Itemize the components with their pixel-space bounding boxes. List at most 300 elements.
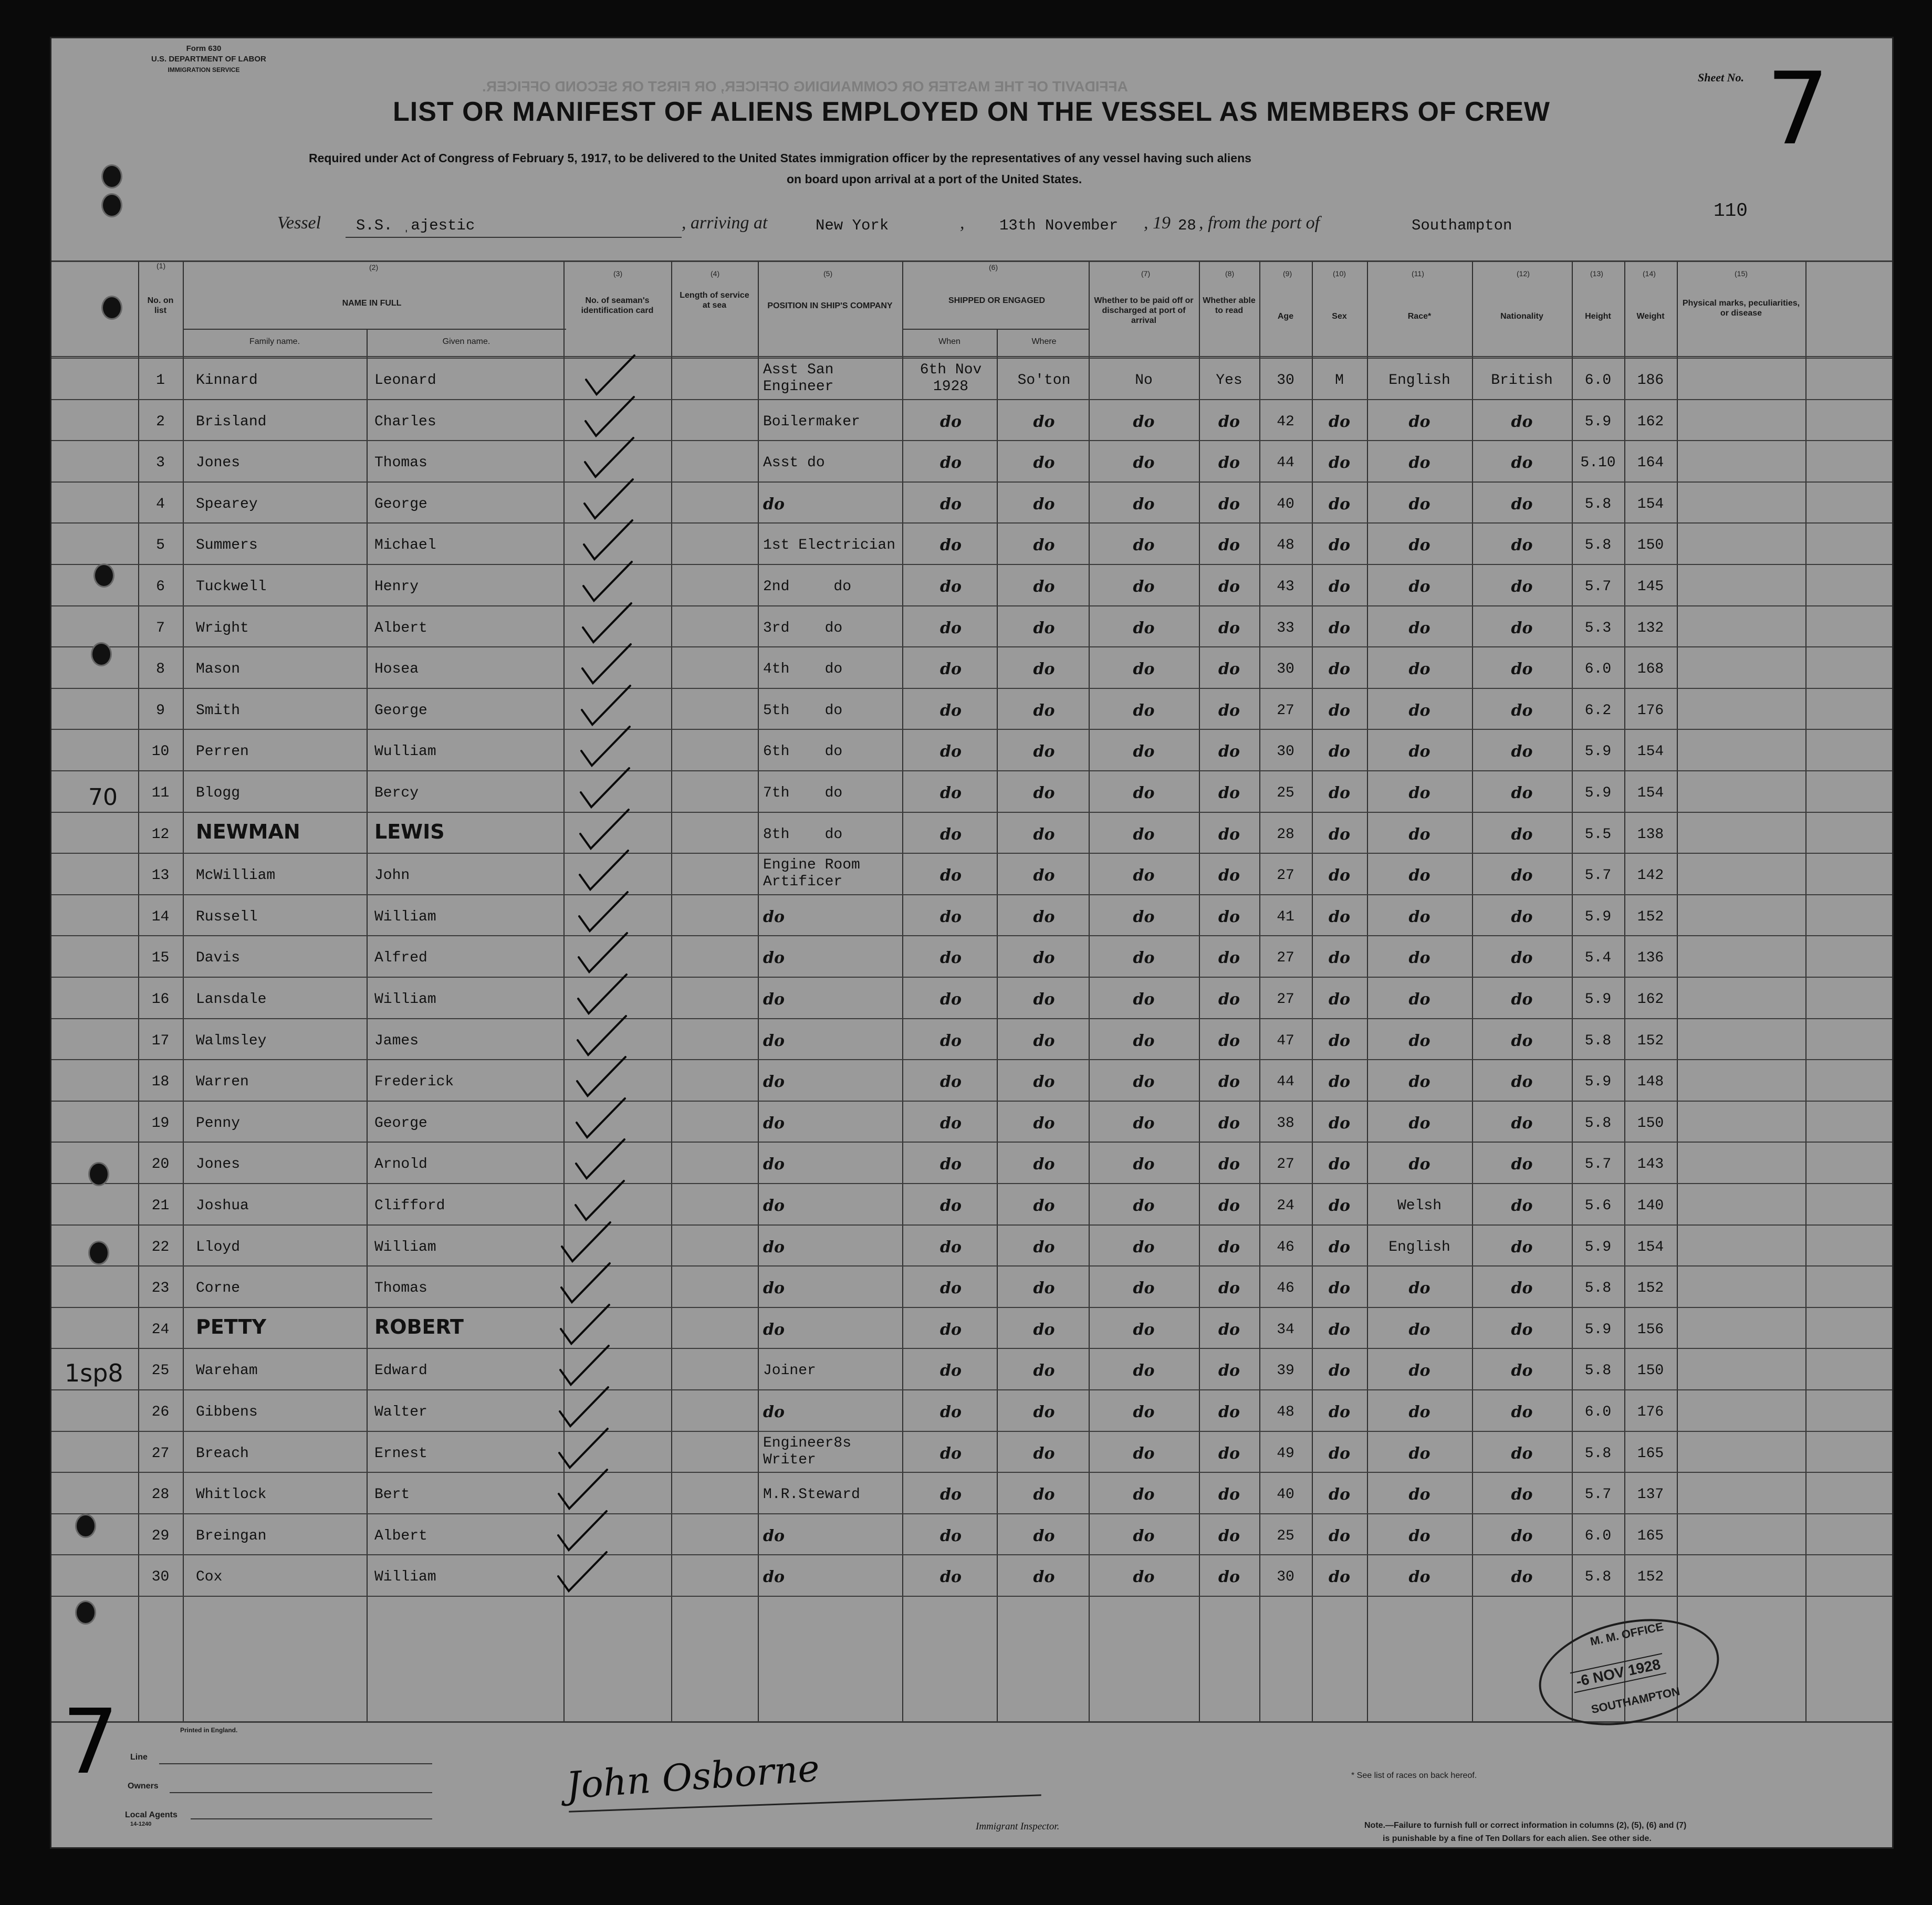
cell-position: 5th do bbox=[763, 702, 843, 719]
vessel-name: S.S. ˌajestic bbox=[356, 217, 475, 234]
cell-family: Brisland bbox=[196, 413, 267, 430]
cell-height: 5.10 bbox=[1580, 455, 1616, 472]
cell-family: McWilliam bbox=[196, 867, 276, 884]
table-row bbox=[51, 1018, 1892, 1060]
cell-position: do bbox=[763, 495, 785, 514]
cell-weight: 162 bbox=[1637, 413, 1664, 430]
cell-family: Corne bbox=[196, 1280, 241, 1297]
cell-read: do bbox=[1218, 1526, 1240, 1545]
cell-no: 15 bbox=[151, 950, 170, 967]
cell-age: 33 bbox=[1277, 620, 1294, 636]
cell-weight: 154 bbox=[1637, 744, 1664, 760]
table-top-rule bbox=[51, 260, 1892, 262]
cell-weight: 152 bbox=[1637, 908, 1664, 925]
cell-race: do bbox=[1408, 1444, 1430, 1463]
cell-height: 5.9 bbox=[1584, 1074, 1612, 1091]
cell-race: do bbox=[1408, 742, 1430, 761]
cell-when: do bbox=[940, 825, 962, 844]
cell-when: do bbox=[940, 1073, 962, 1092]
cell-paid: do bbox=[1133, 1485, 1155, 1504]
cell-where: do bbox=[1033, 412, 1055, 431]
cell-age: 25 bbox=[1277, 785, 1294, 801]
cell-position: do bbox=[763, 1403, 785, 1421]
cell-race: do bbox=[1408, 907, 1430, 926]
cell-where: do bbox=[1033, 1526, 1055, 1545]
cell-race: do bbox=[1408, 1320, 1430, 1339]
cell-when: do bbox=[940, 1279, 962, 1298]
cell-race: English bbox=[1388, 1239, 1450, 1255]
cell-no: 12 bbox=[151, 826, 170, 843]
table-row bbox=[51, 1224, 1892, 1266]
cell-height: 5.5 bbox=[1584, 826, 1612, 843]
cell-height: 5.8 bbox=[1584, 537, 1612, 554]
cell-age: 27 bbox=[1277, 950, 1294, 967]
cell-when: do bbox=[940, 1403, 962, 1421]
cell-height: 5.9 bbox=[1584, 785, 1612, 801]
punch-hole bbox=[91, 642, 112, 666]
cell-read: do bbox=[1218, 866, 1240, 885]
cell-no: 5 bbox=[156, 537, 165, 554]
cell-paid: do bbox=[1133, 1155, 1155, 1174]
cell-sex: do bbox=[1329, 1485, 1350, 1504]
cell-height: 5.8 bbox=[1584, 1032, 1612, 1049]
cell-no: 28 bbox=[151, 1487, 170, 1503]
cell-position: do bbox=[763, 1526, 785, 1545]
year-prefix: , 19 bbox=[1144, 213, 1171, 233]
cell-family: NEWMAN bbox=[196, 820, 300, 843]
cell-nat: do bbox=[1511, 907, 1533, 926]
cell-weight: 176 bbox=[1637, 702, 1664, 719]
cell-age: 44 bbox=[1277, 455, 1294, 472]
cell-family: Davis bbox=[196, 950, 241, 967]
cell-when: do bbox=[940, 949, 962, 968]
cell-where: do bbox=[1033, 1031, 1055, 1050]
cell-race: do bbox=[1408, 1073, 1430, 1092]
checkmark-icon bbox=[581, 435, 639, 482]
cell-race: do bbox=[1408, 1403, 1430, 1421]
cell-family: Summers bbox=[196, 537, 258, 554]
cell-age: 34 bbox=[1277, 1321, 1294, 1338]
cell-race: do bbox=[1408, 412, 1430, 431]
cell-no: 6 bbox=[156, 579, 165, 595]
checkmark-icon bbox=[573, 1054, 631, 1101]
cell-age: 38 bbox=[1277, 1115, 1294, 1132]
cell-nat: do bbox=[1511, 949, 1533, 968]
punch-hole bbox=[101, 164, 122, 189]
cell-read: do bbox=[1218, 1320, 1240, 1339]
cell-family: Gibbens bbox=[196, 1404, 258, 1420]
row-rule bbox=[51, 1596, 1892, 1597]
cell-no: 16 bbox=[151, 991, 170, 1008]
table-row bbox=[51, 688, 1892, 729]
cell-where: do bbox=[1033, 536, 1055, 555]
stamp-top: M. M. OFFICE bbox=[1589, 1619, 1665, 1648]
cell-weight: 152 bbox=[1637, 1280, 1664, 1297]
checkmark-icon bbox=[575, 930, 632, 977]
cell-no: 24 bbox=[151, 1321, 170, 1338]
cell-given: William bbox=[374, 1569, 436, 1586]
cell-height: 5.7 bbox=[1584, 1156, 1612, 1173]
cell-age: 27 bbox=[1277, 702, 1294, 719]
cell-position: do bbox=[763, 1073, 785, 1092]
table-row bbox=[51, 1389, 1892, 1431]
cell-height: 5.3 bbox=[1584, 620, 1612, 636]
cell-position: do bbox=[763, 1568, 785, 1587]
table-row bbox=[51, 358, 1892, 399]
checkmark-icon bbox=[557, 1260, 615, 1307]
cell-sex: do bbox=[1329, 1238, 1350, 1257]
col-length-service: Length of service at sea bbox=[680, 291, 749, 310]
cell-where: do bbox=[1033, 1403, 1055, 1421]
cell-no: 30 bbox=[151, 1569, 170, 1586]
cell-nat: do bbox=[1511, 1155, 1533, 1174]
cell-where: do bbox=[1033, 701, 1055, 720]
cell-age: 30 bbox=[1277, 1569, 1294, 1586]
cell-given: William bbox=[374, 908, 436, 925]
cell-age: 24 bbox=[1277, 1198, 1294, 1214]
cell-no: 18 bbox=[151, 1074, 170, 1091]
cell-weight: 152 bbox=[1637, 1569, 1664, 1586]
table-row bbox=[51, 482, 1892, 523]
cell-race: do bbox=[1408, 825, 1430, 844]
cell-nat: British bbox=[1491, 372, 1553, 389]
cell-position: M.R.Steward bbox=[763, 1487, 860, 1503]
checkmark-icon bbox=[579, 600, 636, 647]
col-nationality: Nationality bbox=[1500, 312, 1543, 321]
checkmark-icon bbox=[577, 724, 635, 771]
cell-when: do bbox=[940, 1568, 962, 1587]
cell-paid: do bbox=[1133, 1031, 1155, 1050]
cell-family: Walmsley bbox=[196, 1032, 267, 1049]
cell-paid: do bbox=[1133, 742, 1155, 761]
cell-paid: do bbox=[1133, 1279, 1155, 1298]
table-row bbox=[51, 1431, 1892, 1472]
cell-read: do bbox=[1218, 1568, 1240, 1587]
cell-no: 11 bbox=[151, 785, 170, 801]
col-able-to-read: Whether able to read bbox=[1203, 296, 1256, 315]
cell-height: 5.8 bbox=[1584, 1569, 1612, 1586]
subhead-family: Family name. bbox=[249, 337, 300, 346]
checkmark-icon bbox=[571, 1178, 629, 1225]
cell-age: 39 bbox=[1277, 1363, 1294, 1379]
cell-height: 5.7 bbox=[1584, 1487, 1612, 1503]
cell-read: do bbox=[1218, 701, 1240, 720]
cell-weight: 154 bbox=[1637, 785, 1664, 801]
cell-no: 25 bbox=[151, 1363, 170, 1379]
cell-paid: do bbox=[1133, 990, 1155, 1009]
cell-given: Edward bbox=[374, 1363, 427, 1379]
cell-where: do bbox=[1033, 619, 1055, 637]
cell-position: Engineer8s Writer bbox=[763, 1435, 852, 1468]
cell-read: do bbox=[1218, 1155, 1240, 1174]
cell-race: do bbox=[1408, 1485, 1430, 1504]
cell-position: Boilermaker bbox=[763, 413, 860, 430]
cell-position: do bbox=[763, 1279, 785, 1298]
cell-when: do bbox=[940, 495, 962, 514]
cell-family: Wright bbox=[196, 620, 249, 636]
cell-when: do bbox=[940, 990, 962, 1009]
cell-read: do bbox=[1218, 578, 1240, 596]
cell-when: do bbox=[940, 1362, 962, 1380]
cell-height: 5.4 bbox=[1584, 950, 1612, 967]
cell-sex: do bbox=[1329, 1320, 1350, 1339]
cell-read: do bbox=[1218, 1444, 1240, 1463]
cell-weight: 162 bbox=[1637, 991, 1664, 1008]
cell-nat: do bbox=[1511, 1073, 1533, 1092]
cell-where: do bbox=[1033, 784, 1055, 802]
arrival-port: New York bbox=[816, 217, 889, 234]
cell-read: Yes bbox=[1216, 372, 1242, 389]
table-row bbox=[51, 646, 1892, 688]
cell-no: 27 bbox=[151, 1445, 170, 1462]
table-row bbox=[51, 1513, 1892, 1555]
checkmark-icon bbox=[580, 476, 638, 524]
subtitle-line-1: Required under Act of Congress of February 5, 1917, to be delivered to the United States immigration officer by the representatives of any vessel having such aliens bbox=[309, 151, 1251, 165]
cell-sex: do bbox=[1329, 1155, 1350, 1174]
cell-height: 5.9 bbox=[1584, 1321, 1612, 1338]
cell-when: do bbox=[940, 619, 962, 637]
table-row bbox=[51, 1348, 1892, 1389]
cell-race: do bbox=[1408, 536, 1430, 555]
cell-age: 27 bbox=[1277, 991, 1294, 1008]
cell-nat: do bbox=[1511, 1403, 1533, 1421]
cell-where: do bbox=[1033, 949, 1055, 968]
cell-age: 43 bbox=[1277, 579, 1294, 595]
cell-weight: 165 bbox=[1637, 1445, 1664, 1462]
cell-age: 47 bbox=[1277, 1032, 1294, 1049]
note-line-2: is punishable by a fine of Ten Dollars for each alien. See other side. bbox=[1383, 1834, 1652, 1843]
cell-position: Engine Room Artificer bbox=[763, 857, 860, 891]
cell-position: Joiner bbox=[763, 1363, 816, 1379]
cell-read: do bbox=[1218, 742, 1240, 761]
cell-paid: No bbox=[1135, 372, 1153, 389]
checkmark-icon bbox=[572, 1136, 630, 1184]
cell-paid: do bbox=[1133, 1238, 1155, 1257]
cell-height: 5.8 bbox=[1584, 1445, 1612, 1462]
punch-hole bbox=[101, 296, 122, 320]
cell-paid: do bbox=[1133, 495, 1155, 514]
cell-when: do bbox=[940, 784, 962, 802]
cell-height: 5.9 bbox=[1584, 908, 1612, 925]
manifest-sheet: Form 630 U.S. DEPARTMENT OF LABOR IMMIGRATION SERVICE AFFIDAVIT OF THE MASTER OR COMMANDING OFFICER, OR FIRST OR SECOND OFFICER. Sheet No. 7 LIST OR MANIFEST OF ALIENS EMPLOYED ON THE VESSEL AS MEMBERS OF CREW Required under Act of Congress of February 5, 1917, to be delivered to the United States immigration officer by the representatives of any vessel having such aliens on board upon arrival at a port of the United States. 110 Vessel S.S. ˌajestic , arriving at New York , 13th November , 19 28 , from the port of Southampton (1) (2) (3) (4) (5) (6) (7) (8) (9) (10) (11) (12) (13) (14) (15) No. on list NAME IN FULL No. of seaman's identification card Length of service at sea POSITION IN SHIP'S COMPANY SHIPPED OR ENGAGED Whether to be paid off or discharged at port of arrival Whether able to read Age Sex Race* Nationality Height Weight Physical marks, peculiarities, or disease Family name. Given name. When Where 1 Kinnard Leonard Asst San Engineer 6th Nov 1928 So'ton No Yes 30 M English British 6.0 186 2 Brisland Charles Boilermaker do do do do 42 do do do 5.9 162 3 Jones Thomas Asst do do do do do 44 do do do 5.10 164 4 Spearey George do do do do do 40 do do do 5.8 154 5 Summers Michael 1st Electrician do do do do 48 do do do 5.8 150 6 Tuckwell Henry 2nd do do do do do 43 do do do 5.7 145 7 Wright Albert 3rd do do do do do 33 do do do 5.3 132 8 Mason Hosea 4th do do do do do 30 do do do 6.0 168 9 Smith George 5th do do do do do 27 do do do 6.2 176 10 Perren Wulliam 6th do do do do do 30 do do do 5.9 154 11 Blogg Bercy 7th do do do do do 25 do do do 5.9 154 12 NEWMAN LEWIS 8th do do do do do 28 do do do 5.5 138 13 McWilliam John Engine Room Artificer do do do do 27 do do do 5.7 142 14 Russell William do do do do do 41 do do do 5.9 152 15 Davis Alfred do do do do do 27 do do do 5.4 136 16 Lansdale William do do do do do 27 do do do 5.9 162 17 Walmsley James do do do do do 47 do do do 5.8 152 18 Warren Frederick do do do do do 44 do do do 5.9 148 19 Penny George do do do do do 38 do do do 5.8 150 20 Jones Arnold do do do do do 27 do do do 5.7 143 21 Joshua Clifford do do do do do 24 do Welsh do 5.6 140 22 Lloyd William do do do do do 46 do English do 5.9 154 23 Corne Thomas do do do do do 46 do do do 5.8 152 24 PETTY ROBERT do do do do do 34 do do do 5.9 156 25 Wareham Edward Joiner do do do do 39 do do do 5.8 150 26 Gibbens Walter do do do do do 48 do do do 6.0 176 27 Breach Ernest Engineer8s Writer do do do do 49 do do do 5.8 165 28 Whitlock Bert M.R.Steward do do do do 40 do do do 5.7 137 29 Breingan Albert do do do do do 25 do do do 6.0 165 30 Cox William do do do do do 30 do do do 5.8 152 70 1sp8 Printed in England. Line Owners Local Agents 14-1240 John Osborne Immigrant Inspector. * See list of races on back hereof. Note.—Failure to furnish full or correct information in columns (2), (5), (6) and (7) is punishable by a fine of Ten Dollars for each alien. See other side. M. M. OFFICE -6 NOV 1928 SOUTHAMPTON 7 bbox=[50, 37, 1894, 1849]
cell-weight: 150 bbox=[1637, 1115, 1664, 1132]
cell-sex: do bbox=[1329, 495, 1350, 514]
cell-nat: do bbox=[1511, 536, 1533, 555]
punch-hole bbox=[101, 193, 122, 217]
cell-weight: 137 bbox=[1637, 1487, 1664, 1503]
cell-nat: do bbox=[1511, 990, 1533, 1009]
vessel-label: Vessel bbox=[277, 213, 321, 233]
cell-when: do bbox=[940, 578, 962, 596]
cell-no: 26 bbox=[151, 1404, 170, 1420]
cell-age: 41 bbox=[1277, 908, 1294, 925]
cell-family: Tuckwell bbox=[196, 579, 267, 595]
cell-family: Whitlock bbox=[196, 1487, 267, 1503]
cell-paid: do bbox=[1133, 578, 1155, 596]
cell-no: 23 bbox=[151, 1280, 170, 1297]
cell-given: Bercy bbox=[374, 785, 419, 801]
cell-given: John bbox=[374, 867, 410, 884]
stamp-date: -6 NOV 1928 bbox=[1570, 1653, 1667, 1693]
cell-read: do bbox=[1218, 1073, 1240, 1092]
cell-race: do bbox=[1408, 1155, 1430, 1174]
cell-no: 20 bbox=[151, 1156, 170, 1173]
cell-position: Asst San Engineer bbox=[763, 362, 834, 395]
cell-position: 2nd do bbox=[763, 579, 852, 595]
cell-race: do bbox=[1408, 990, 1430, 1009]
cell-where: do bbox=[1033, 866, 1055, 885]
cell-race: do bbox=[1408, 660, 1430, 679]
cell-family: Penny bbox=[196, 1115, 241, 1132]
cell-height: 6.0 bbox=[1584, 1527, 1612, 1544]
cell-race: do bbox=[1408, 1526, 1430, 1545]
cell-read: do bbox=[1218, 619, 1240, 637]
col-age: Age bbox=[1277, 312, 1294, 321]
table-row bbox=[51, 1142, 1892, 1183]
line-label: Line bbox=[130, 1753, 148, 1762]
cell-age: 44 bbox=[1277, 1074, 1294, 1091]
cell-read: do bbox=[1218, 536, 1240, 555]
cell-age: 48 bbox=[1277, 537, 1294, 554]
table-row bbox=[51, 853, 1892, 894]
cell-position: do bbox=[763, 1238, 785, 1257]
cell-family: Breingan bbox=[196, 1527, 267, 1544]
cell-race: do bbox=[1408, 1362, 1430, 1380]
cell-read: do bbox=[1218, 949, 1240, 968]
form-code: 14-1240 bbox=[130, 1821, 152, 1827]
cell-sex: do bbox=[1329, 1197, 1350, 1215]
cell-race: do bbox=[1408, 701, 1430, 720]
cell-no: 29 bbox=[151, 1527, 170, 1544]
cell-age: 40 bbox=[1277, 496, 1294, 512]
cell-height: 5.8 bbox=[1584, 1115, 1612, 1132]
cell-nat: do bbox=[1511, 742, 1533, 761]
cell-weight: 186 bbox=[1637, 372, 1664, 389]
cell-family: Perren bbox=[196, 744, 249, 760]
cell-sex: do bbox=[1329, 949, 1350, 968]
cell-where: do bbox=[1033, 990, 1055, 1009]
margin-note-row10: 70 bbox=[88, 784, 118, 811]
cell-age: 46 bbox=[1277, 1280, 1294, 1297]
cell-weight: 145 bbox=[1637, 579, 1664, 595]
checkmark-icon bbox=[557, 1302, 614, 1349]
cell-position: do bbox=[763, 907, 785, 926]
cell-race: do bbox=[1408, 1114, 1430, 1133]
subhead-when: When bbox=[938, 337, 960, 346]
from-label: , from the port of bbox=[1199, 213, 1320, 233]
cell-nat: do bbox=[1511, 1320, 1533, 1339]
cell-given: Alfred bbox=[374, 950, 427, 967]
cell-where: do bbox=[1033, 1320, 1055, 1339]
cell-position: Asst do bbox=[763, 455, 825, 472]
departure-port: Southampton bbox=[1412, 217, 1512, 234]
cell-weight: 142 bbox=[1637, 867, 1664, 884]
cell-family: Cox bbox=[196, 1569, 223, 1586]
cell-age: 30 bbox=[1277, 744, 1294, 760]
cell-sex: do bbox=[1329, 866, 1350, 885]
cell-family: Warren bbox=[196, 1074, 249, 1091]
page-title: LIST OR MANIFEST OF ALIENS EMPLOYED ON THE VESSEL AS MEMBERS OF CREW bbox=[393, 97, 1550, 127]
cell-nat: do bbox=[1511, 1031, 1533, 1050]
cell-nat: do bbox=[1511, 660, 1533, 679]
cell-given: George bbox=[374, 1115, 427, 1132]
punch-hole bbox=[75, 1514, 96, 1538]
cell-sex: do bbox=[1329, 701, 1350, 720]
cell-paid: do bbox=[1133, 1197, 1155, 1215]
cell-height: 5.9 bbox=[1584, 413, 1612, 430]
cell-given: Henry bbox=[374, 579, 419, 595]
inspector-label: Immigrant Inspector. bbox=[976, 1821, 1060, 1832]
cell-where: do bbox=[1033, 1568, 1055, 1587]
cell-when: 6th Nov 1928 bbox=[920, 362, 982, 395]
arriving-label: , arriving at bbox=[682, 213, 768, 233]
checkmark-icon bbox=[581, 394, 639, 441]
stamp-bottom: SOUTHAMPTON bbox=[1590, 1684, 1682, 1716]
cell-sex: do bbox=[1329, 1526, 1350, 1545]
cell-weight: 176 bbox=[1637, 1404, 1664, 1420]
table-row bbox=[51, 440, 1892, 482]
cell-age: 27 bbox=[1277, 1156, 1294, 1173]
cell-sex: do bbox=[1329, 1114, 1350, 1133]
cell-given: Albert bbox=[374, 1527, 427, 1544]
table-row bbox=[51, 605, 1892, 647]
cell-family: Wareham bbox=[196, 1363, 258, 1379]
cell-no: 8 bbox=[156, 661, 165, 678]
cell-weight: 168 bbox=[1637, 661, 1664, 678]
cell-paid: do bbox=[1133, 949, 1155, 968]
cell-age: 28 bbox=[1277, 826, 1294, 843]
cell-paid: do bbox=[1133, 784, 1155, 802]
cell-given: Walter bbox=[374, 1404, 427, 1420]
cell-sex: do bbox=[1329, 536, 1350, 555]
cell-race: do bbox=[1408, 1279, 1430, 1298]
cell-height: 5.9 bbox=[1584, 1239, 1612, 1255]
cell-read: do bbox=[1218, 660, 1240, 679]
sheet-no-label: Sheet No. bbox=[1698, 71, 1744, 84]
cell-nat: do bbox=[1511, 784, 1533, 802]
cell-family: Lansdale bbox=[196, 991, 267, 1008]
cell-sex: do bbox=[1329, 454, 1350, 473]
col-name-in-full: NAME IN FULL bbox=[342, 299, 402, 308]
cell-race: do bbox=[1408, 866, 1430, 885]
cell-sex: do bbox=[1329, 1403, 1350, 1421]
cell-read: do bbox=[1218, 1238, 1240, 1257]
cell-height: 6.0 bbox=[1584, 1404, 1612, 1420]
table-row bbox=[51, 770, 1892, 812]
cell-paid: do bbox=[1133, 1073, 1155, 1092]
cell-height: 5.9 bbox=[1584, 991, 1612, 1008]
cell-age: 30 bbox=[1277, 661, 1294, 678]
cell-age: 42 bbox=[1277, 413, 1294, 430]
cell-weight: 154 bbox=[1637, 1239, 1664, 1255]
cell-age: 40 bbox=[1277, 1487, 1294, 1503]
cell-position: do bbox=[763, 1031, 785, 1050]
cell-sex: do bbox=[1329, 742, 1350, 761]
cell-paid: do bbox=[1133, 1568, 1155, 1587]
cell-read: do bbox=[1218, 784, 1240, 802]
cell-position: do bbox=[763, 1197, 785, 1215]
cell-when: do bbox=[940, 1238, 962, 1257]
owners-label: Owners bbox=[128, 1782, 159, 1791]
cell-family: Smith bbox=[196, 702, 241, 719]
cell-read: do bbox=[1218, 1279, 1240, 1298]
cell-weight: 154 bbox=[1637, 496, 1664, 512]
cell-given: Albert bbox=[374, 620, 427, 636]
cell-weight: 156 bbox=[1637, 1321, 1664, 1338]
cell-position: do bbox=[763, 990, 785, 1009]
cell-read: do bbox=[1218, 454, 1240, 473]
cell-position: do bbox=[763, 1114, 785, 1133]
